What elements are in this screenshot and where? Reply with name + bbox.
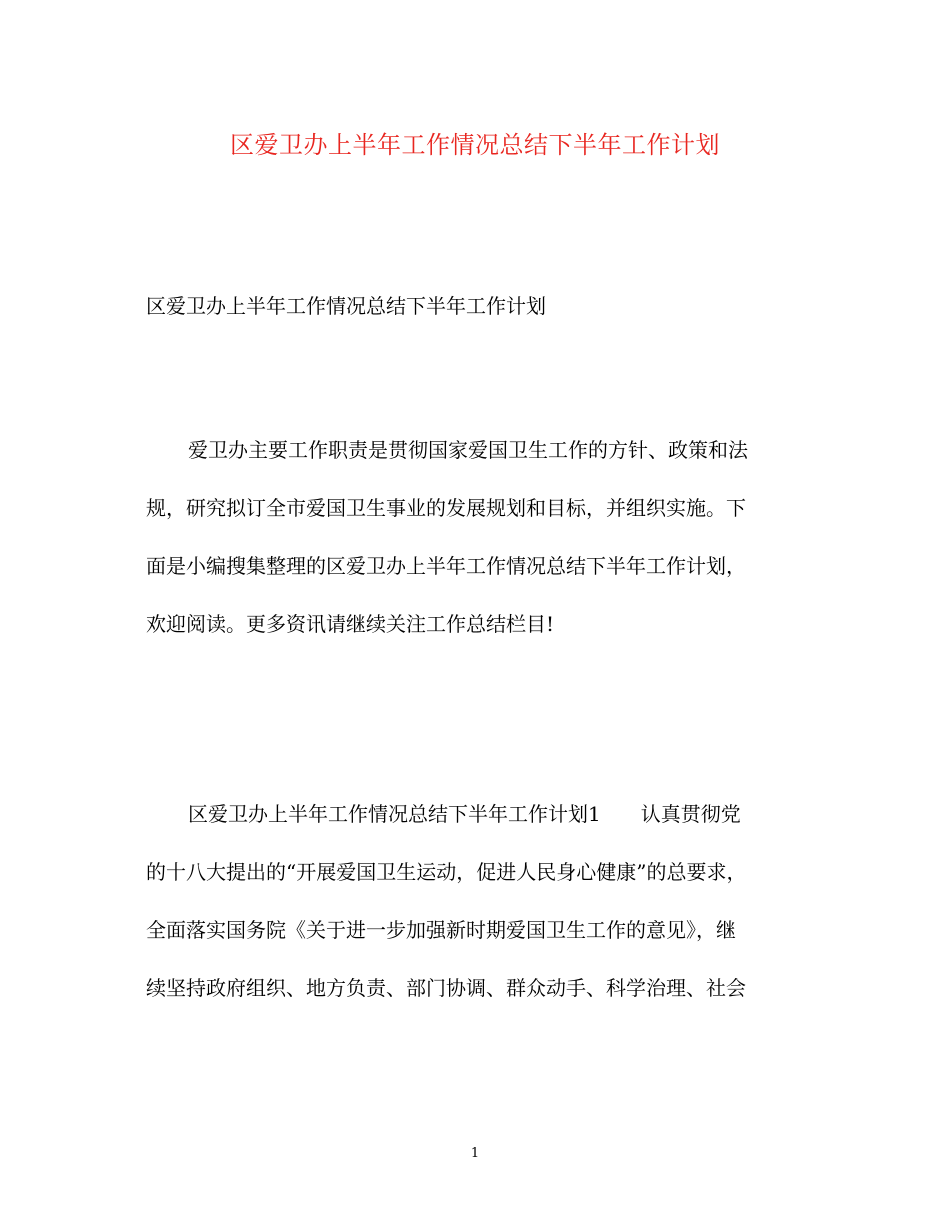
plan-paragraph (146, 785, 806, 1017)
document-subtitle: 区爱卫办上半年工作情况总结下半年工作计划 (146, 294, 546, 318)
paragraph-line: 规，研究拟订全市爱国卫生事业的发展规划和目标，并组织实施。下 (146, 496, 746, 520)
paragraph-line: 欢迎阅读。更多资讯请继续关注工作总结栏目! (146, 612, 555, 636)
paragraph-line: 全面落实国务院《关于进一步加强新时期爱国卫生工作的意见》，继 (146, 918, 736, 942)
paragraph-line: 续坚持政府组织、地方负责、部门协调、群众动手、科学治理、社会 (146, 976, 746, 1000)
paragraph-line: 爱卫办主要工作职责是贯彻国家爱国卫生工作的方针、政策和法 (188, 438, 748, 462)
paragraph-line: 区爱卫办上半年工作情况总结下半年工作计划1 认真贯彻党 (188, 802, 741, 826)
paragraph-line: 的十八大提出的“开展爱国卫生运动，促进人民身心健康”的总要求， (146, 860, 747, 884)
paragraph-line: 面是小编搜集整理的区爱卫办上半年工作情况总结下半年工作计划， (146, 554, 746, 578)
page-number: 1 (470, 1146, 480, 1161)
intro-paragraph (146, 421, 806, 653)
document-title: 区爱卫办上半年工作情况总结下半年工作计划 (230, 131, 720, 159)
